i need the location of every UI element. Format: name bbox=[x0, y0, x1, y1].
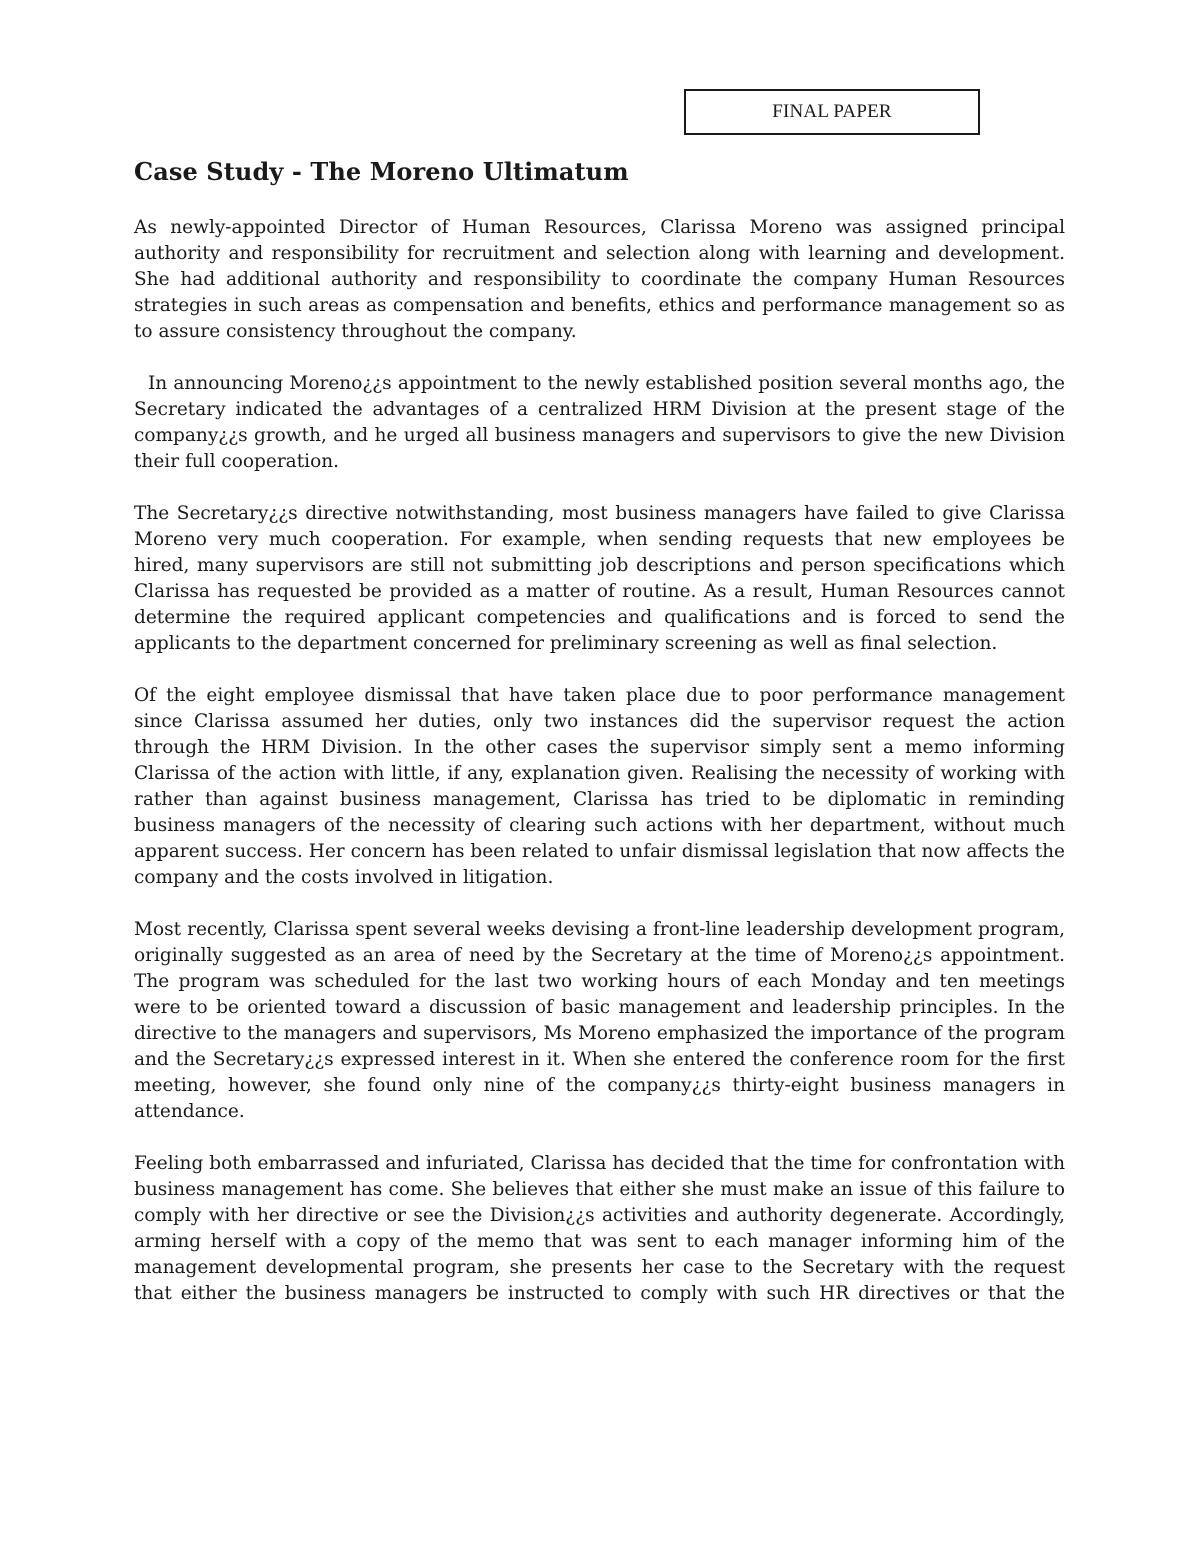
page-title: Case Study - The Moreno Ultimatum bbox=[134, 157, 629, 186]
paragraph-2: In announcing Moreno¿¿s appointment to the newly established position several months ago, the Secretary indicated the advantages of a centralized HRM Division at the present stage of the company¿¿s growth, and he urged all business managers and supervisors to give the new Division their full cooperation. bbox=[134, 373, 1065, 472]
paragraph-5: Most recently, Clarissa spent several weeks devising a front-line leadership development program, originally suggested as an area of need by the Secretary at the time of Moreno¿¿s appointment. The program was scheduled for the last two working hours of each Monday and ten meetings were to be oriented toward a discussion of basic management and leadership principles. In the directive to the managers and supervisors, Ms Moreno emphasized the importance of the program and the Secretary¿¿s expressed interest in it. When she entered the conference room for the first meeting, however, she found only nine of the company¿¿s thirty-eight business managers in attendance. bbox=[134, 919, 1065, 1122]
paragraph-4: Of the eight employee dismissal that have taken place due to poor performance management since Clarissa assumed her duties, only two instances did the supervisor request the action through the HRM Division. In the other cases the supervisor simply sent a memo informing Clarissa of the action with little, if any, explanation given. Realising the necessity of working with rather than against business management, Clarissa has tried to be diplomatic in reminding business managers of the necessity of clearing such actions with her department, without much apparent success. Her concern has been related to unfair dismissal legislation that now affects the company and the costs involved in litigation. bbox=[134, 685, 1065, 888]
document-body bbox=[134, 215, 1065, 1333]
paragraph-1: As newly-appointed Director of Human Resources, Clarissa Moreno was assigned principal authority and responsibility for recruitment and selection along with learning and development. She had additional authority and responsibility to coordinate the company Human Resources strategies in such areas as compensation and benefits, ethics and performance management so as to assure consistency throughout the company. bbox=[134, 217, 1065, 342]
paragraph-6: Feeling both embarrassed and infuriated, Clarissa has decided that the time for confrontation with business management has come. She believes that either she must make an issue of this failure to comply with her directive or see the Division¿¿s activities and authority degenerate. Accordingly, arming herself with a copy of the memo that was sent to each manager informing him of the management developmental program, she presents her case to the Secretary with the request that either the business managers be instructed to comply with such HR directives or that the bbox=[134, 1153, 1065, 1304]
final-paper-label: FINAL PAPER bbox=[684, 89, 980, 135]
paragraph-3: The Secretary¿¿s directive notwithstanding, most business managers have failed to give Clarissa Moreno very much cooperation. For example, when sending requests that new employees be hired, many supervisors are still not submitting job descriptions and person specifications which Clarissa has requested be provided as a matter of routine. As a result, Human Resources cannot determine the required applicant competencies and qualifications and is forced to send the applicants to the department concerned for preliminary screening as well as final selection. bbox=[134, 503, 1065, 654]
